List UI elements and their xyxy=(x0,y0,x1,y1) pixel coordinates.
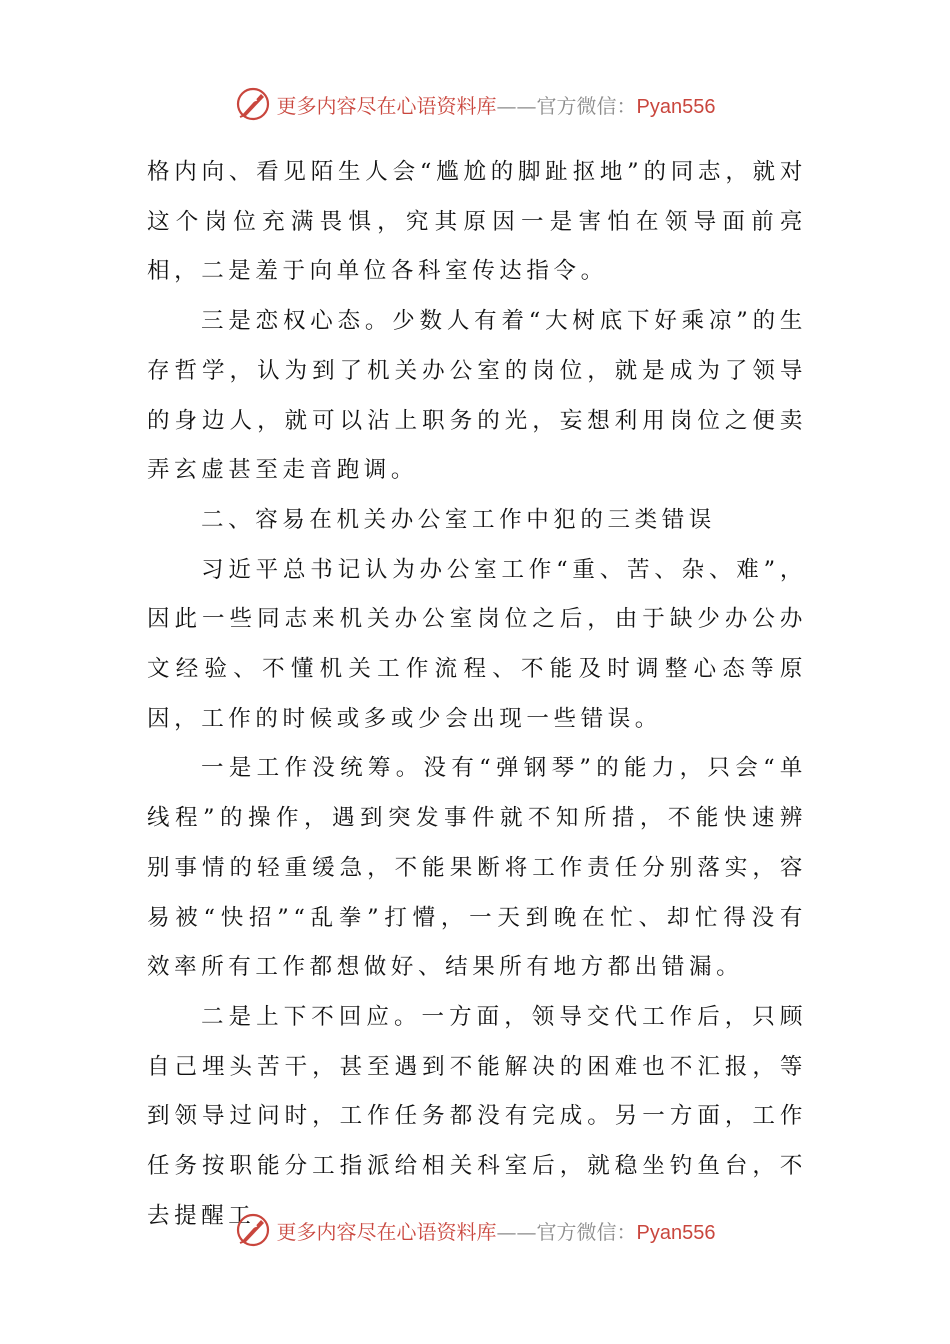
paragraph: 习近平总书记认为办公室工作“重、苦、杂、难”，因此一些同志来机关办公室岗位之后，由于缺少办公办文经验、不懂机关工作流程、不能及时调整心态等原因，工作的时候或多或少会出现一些错误。 xyxy=(147,556,807,732)
watermark-text: 更多内容尽在心语资料库——官方微信：Pyan556 xyxy=(276,93,716,118)
paragraph: 二是上下不回应。一方面，领导交代工作后，只顾自己埋头苦干，甚至遇到不能解决的困难也不汇报，等到领导过问时，工作任务都没有完成。另一方面，工作任务按职能分工指派给相关科室后，就稳坐钓鱼台，不去提醒工 xyxy=(147,1003,807,1229)
header-watermark xyxy=(0,84,950,124)
watermark-text: 更多内容尽在心语资料库——官方微信：Pyan556 xyxy=(276,1219,716,1244)
paragraph: 三是恋权心态。少数人有着“大树底下好乘凉”的生存哲学，认为到了机关办公室的岗位，就是成为了领导的身边人，就可以沾上职务的光，妄想利用岗位之便卖弄玄虚甚至走音跑调。 xyxy=(147,308,807,484)
quill-logo-icon xyxy=(235,1212,271,1248)
paragraph: 一是工作没统筹。没有“弹钢琴”的能力，只会“单线程”的操作，遇到突发事件就不知所措，不能快速辨别事情的轻重缓急，不能果断将工作责任分别落实，容易被“快招”“乱拳”打懵，一天到晚在忙、却忙得没有效率所有工作都想做好、结果所有地方都出错漏。 xyxy=(147,755,807,981)
footer-watermark xyxy=(0,1210,950,1250)
section-heading: 二、容易在机关办公室工作中犯的三类错误 xyxy=(201,506,716,533)
quill-logo-icon xyxy=(235,86,271,122)
paragraph-continuation: 格内向、看见陌生人会“尴尬的脚趾抠地”的同志，就对这个岗位充满畏惧，究其原因一是害怕在领导面前亮相，二是羞于向单位各科室传达指令。 xyxy=(147,159,807,285)
document-body xyxy=(147,148,807,1241)
